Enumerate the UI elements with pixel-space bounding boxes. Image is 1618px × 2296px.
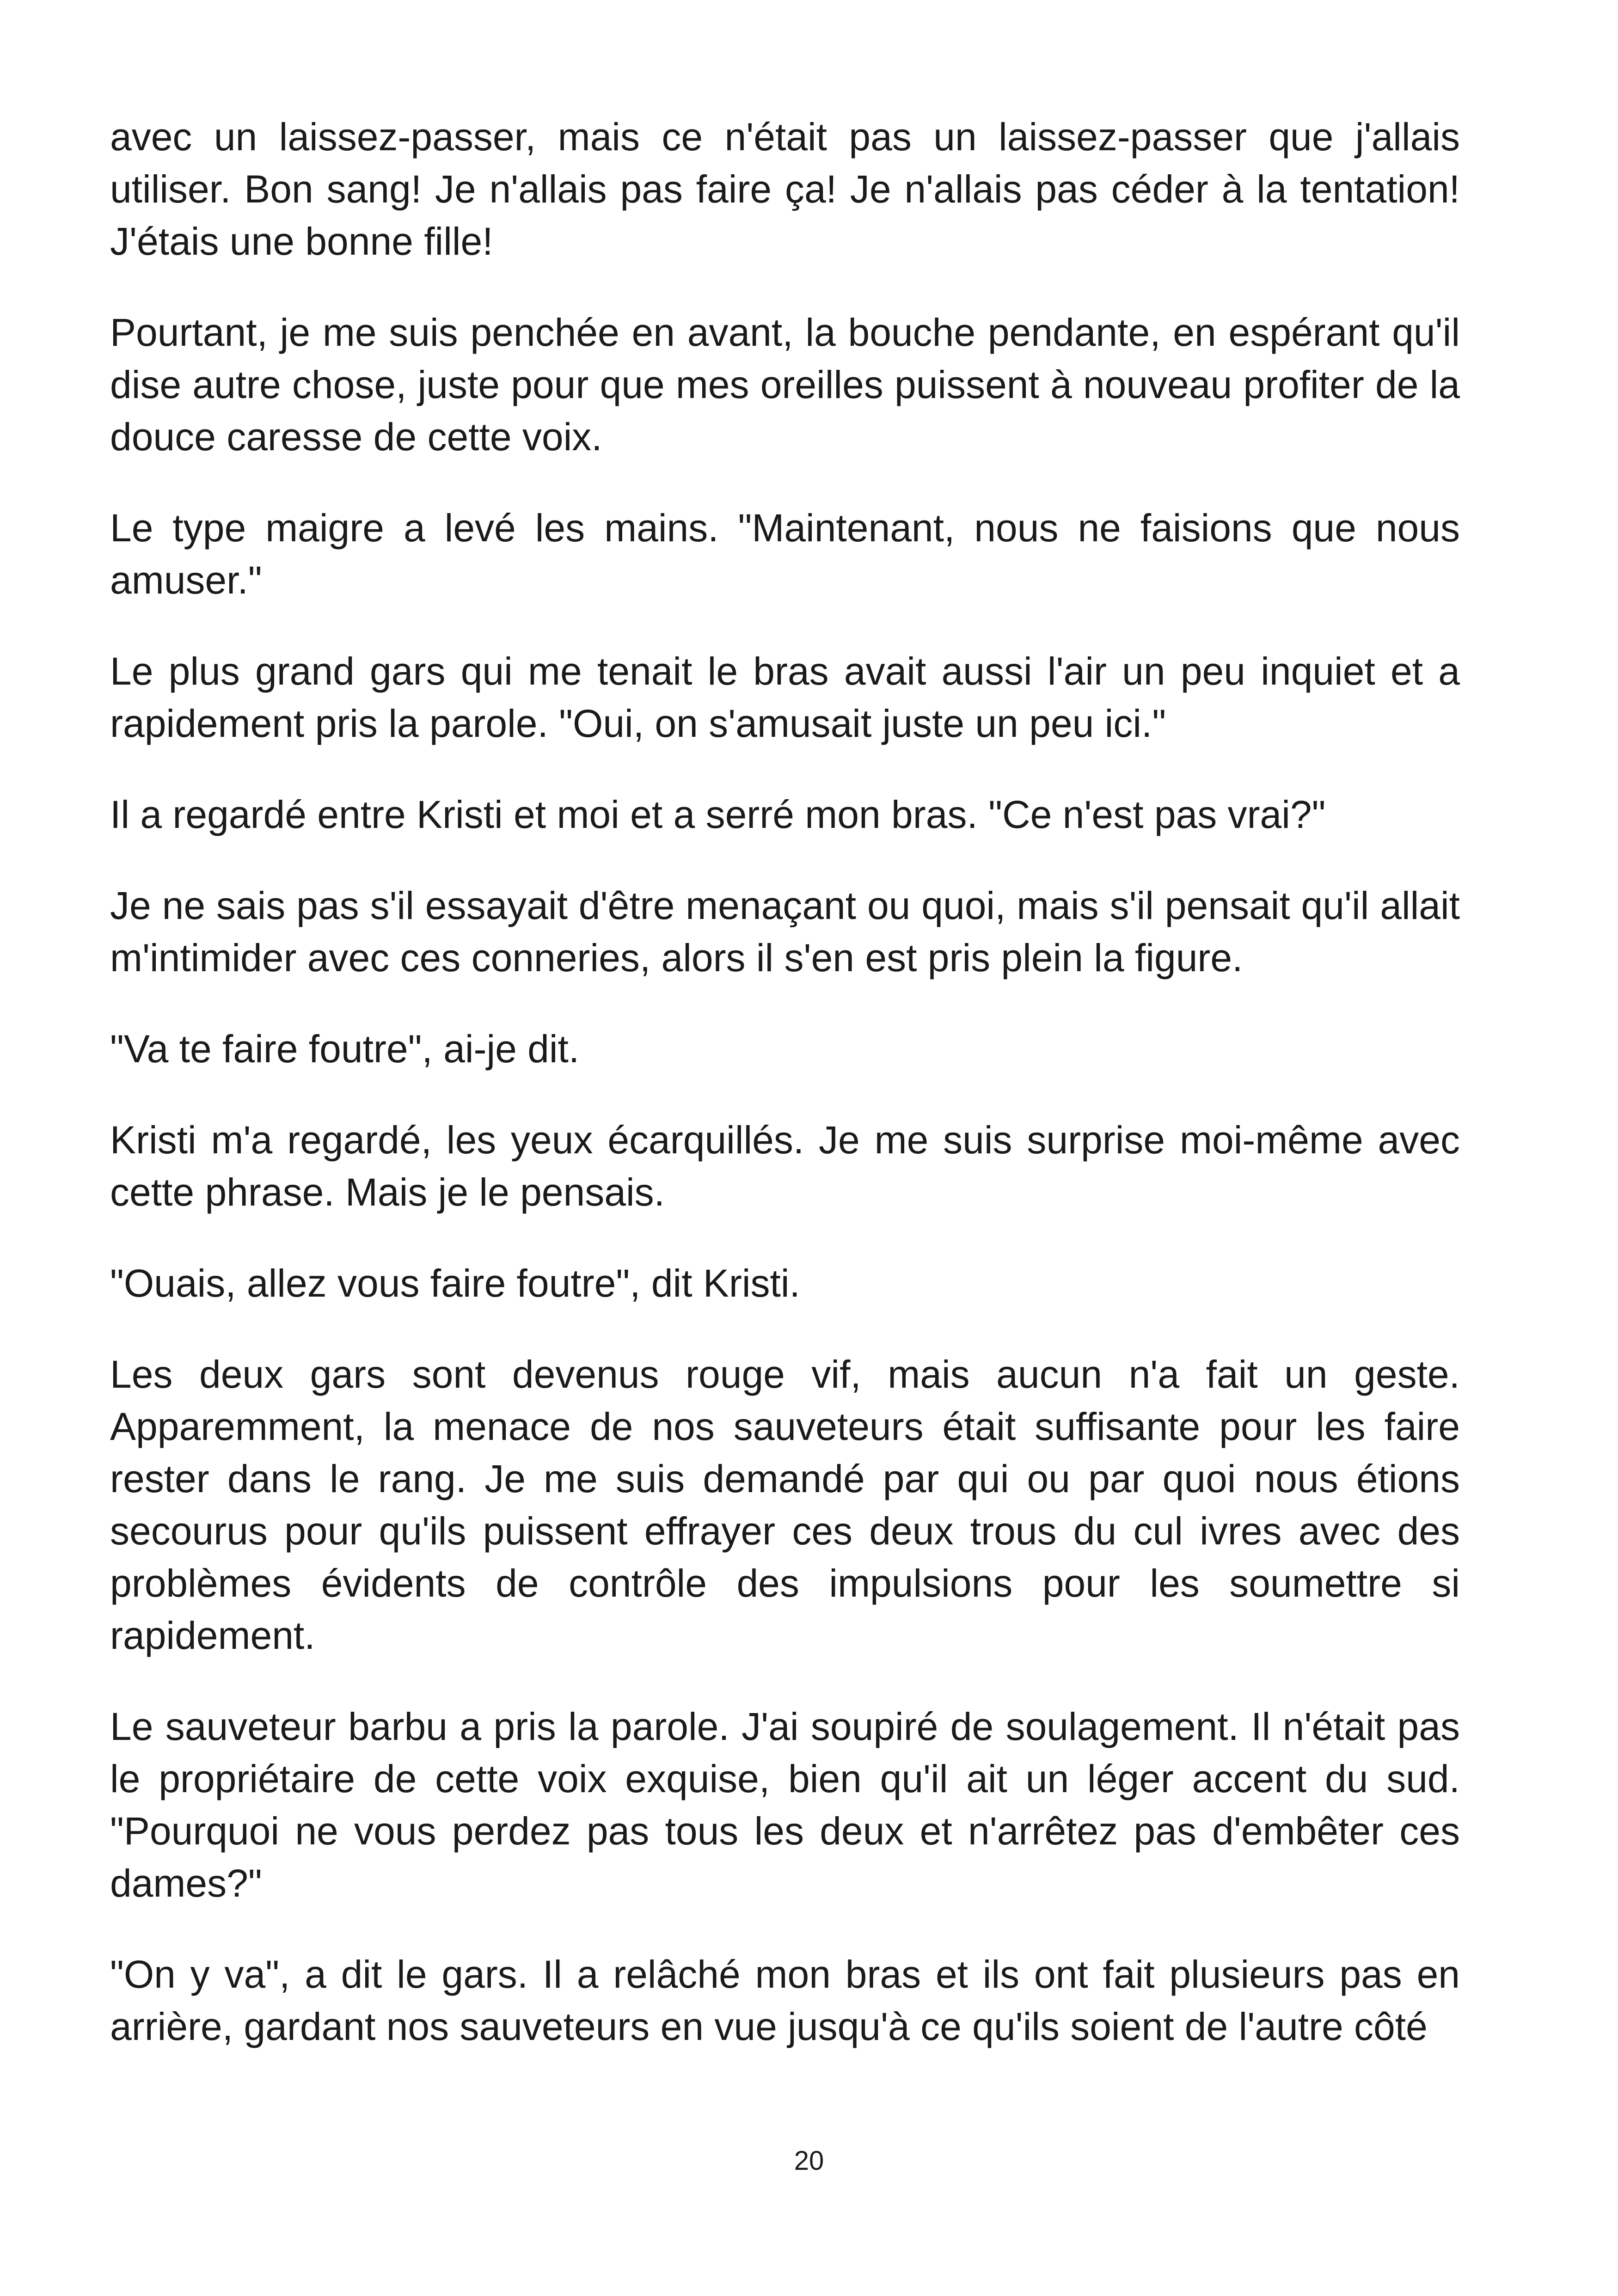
paragraph: Kristi m'a regardé, les yeux écarquillés. Je me suis surprise moi-même avec cette phrase. Mais je le pensais.: [110, 1118, 1460, 1214]
paragraph: Je ne sais pas s'il essayait d'être menaçant ou quoi, mais s'il pensait qu'il allait m'intimider avec ces conneries, alors il s'en est pris plein la figure.: [110, 884, 1460, 980]
page-number: 20: [794, 2146, 824, 2176]
paragraph: Les deux gars sont devenus rouge vif, mais aucun n'a fait un geste. Apparemment, la menace de nos sauveteurs était suffisante pour les faire rester dans le rang. Je me suis demandé par qui ou par quoi nous étions secourus pour qu'ils puissent effrayer ces deux trous du cul ivres avec des problèmes évidents de contrôle des impulsions pour les soumettre si rapidement.: [110, 1353, 1460, 1657]
paragraph: Il a regardé entre Kristi et moi et a serré mon bras. "Ce n'est pas vrai?": [110, 793, 1326, 836]
paragraph: "On y va", a dit le gars. Il a relâché mon bras et ils ont fait plusieurs pas en arrière, gardant nos sauveteurs en vue jusqu'à ce qu'ils soient de l'autre côté: [110, 1953, 1460, 2048]
paragraph: Le type maigre a levé les mains. "Maintenant, nous ne faisions que nous amuser.": [110, 506, 1460, 602]
paragraph: avec un laissez-passer, mais ce n'était pas un laissez-passer que j'allais utiliser. Bon sang! Je n'allais pas faire ça! Je n'allais pas céder à la tentation! J'étais une bonne fille!: [110, 115, 1460, 263]
paragraph: Pourtant, je me suis penchée en avant, la bouche pendante, en espérant qu'il dise autre chose, juste pour que mes oreilles puissent à nouveau profiter de la douce caresse de cette voix.: [110, 311, 1460, 459]
paragraph: Le sauveteur barbu a pris la parole. J'ai soupiré de soulagement. Il n'était pas le propriétaire de cette voix exquise, bien qu'il ait un léger accent du sud. "Pourquoi ne vous perdez pas tous les deux et n'arrêtez pas d'embêter ces dames?": [110, 1705, 1460, 1905]
body-text: [110, 111, 1460, 2053]
paragraph: Le plus grand gars qui me tenait le bras avait aussi l'air un peu inquiet et a rapidement pris la parole. "Oui, on s'amusait juste un peu ici.": [110, 649, 1460, 745]
paragraph: "Ouais, allez vous faire foutre", dit Kristi.: [110, 1261, 800, 1305]
paragraph: "Va te faire foutre", ai-je dit.: [110, 1027, 580, 1071]
